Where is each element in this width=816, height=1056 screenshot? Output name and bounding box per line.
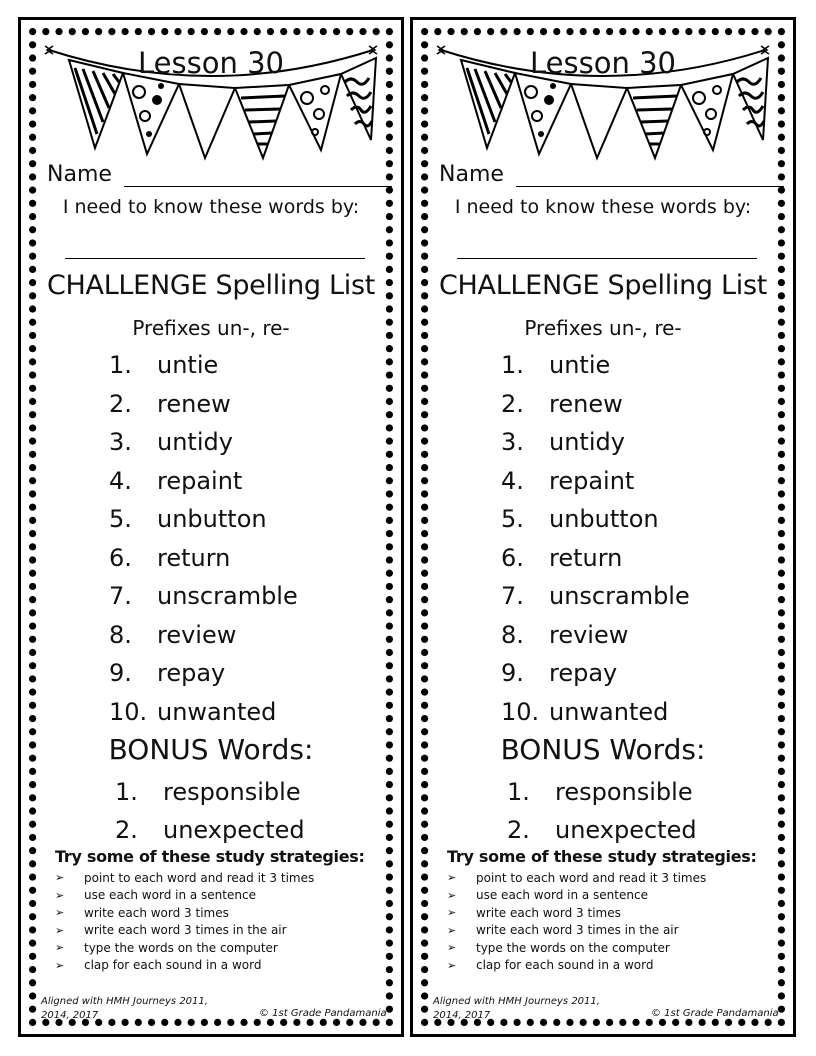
copyright-note: © 1st Grade Pandamania xyxy=(651,1008,779,1019)
arrow-bullet-icon: ➢ xyxy=(55,906,65,920)
word-text: repay xyxy=(549,659,618,688)
bonus-word-number: 2. xyxy=(507,816,530,844)
study-strategies-title: Try some of these study strategies: xyxy=(55,847,365,866)
spelling-word-item xyxy=(109,346,298,385)
word-number: 7. xyxy=(109,582,132,611)
word-text: review xyxy=(549,620,629,649)
name-write-line[interactable] xyxy=(124,162,392,187)
bonus-words-title: BONUS Words: xyxy=(500,733,706,766)
word-number: 5. xyxy=(501,505,524,534)
word-number: 6. xyxy=(501,543,524,572)
word-number: 4. xyxy=(109,466,132,495)
list-subtitle: Prefixes un-, re- xyxy=(132,316,290,340)
word-number: 4. xyxy=(501,466,524,495)
word-text: repaint xyxy=(549,466,635,495)
bonus-word-text: responsible xyxy=(555,778,693,806)
bonus-word-text: unexpected xyxy=(555,816,697,844)
arrow-bullet-icon: ➢ xyxy=(55,871,65,885)
spelling-word-item xyxy=(501,616,690,655)
strategy-text: point to each word and read it 3 times xyxy=(84,870,315,885)
name-field[interactable] xyxy=(439,162,784,187)
word-number: 8. xyxy=(109,620,132,649)
bonus-words-title: BONUS Words: xyxy=(108,733,314,766)
strategy-item xyxy=(447,869,706,887)
word-text: unscramble xyxy=(549,582,690,611)
word-text: untidy xyxy=(549,428,625,457)
spelling-word-item xyxy=(501,423,690,462)
spelling-word-item xyxy=(109,577,298,616)
word-number: 1. xyxy=(501,351,524,380)
strategy-text: type the words on the computer xyxy=(476,940,670,955)
word-number: 2. xyxy=(109,389,132,418)
bonus-word-text: unexpected xyxy=(163,816,305,844)
spelling-word-item xyxy=(501,577,690,616)
spelling-word-item xyxy=(501,693,690,732)
strategy-text: point to each word and read it 3 times xyxy=(476,870,707,885)
bonus-word-text: responsible xyxy=(163,778,301,806)
bonus-word-number: 1. xyxy=(507,778,530,806)
word-text: unscramble xyxy=(157,582,298,611)
strategy-item xyxy=(447,887,706,905)
due-date-write-line[interactable] xyxy=(65,258,365,259)
arrow-bullet-icon: ➢ xyxy=(55,888,65,902)
name-field[interactable] xyxy=(47,162,392,187)
spelling-word-list xyxy=(501,346,690,731)
arrow-bullet-icon: ➢ xyxy=(447,958,457,972)
spelling-word-item xyxy=(501,462,690,501)
strategy-text: clap for each sound in a word xyxy=(84,958,262,973)
strategy-text: write each word 3 times in the air xyxy=(84,923,287,938)
spelling-word-item xyxy=(109,462,298,501)
word-text: unbutton xyxy=(157,505,267,534)
arrow-bullet-icon: ➢ xyxy=(447,941,457,955)
word-text: untie xyxy=(549,351,611,380)
alignment-note: Aligned with HMH Journeys 2011, 2014, 2017 xyxy=(41,996,208,1021)
strategy-item xyxy=(447,939,706,957)
bonus-word-item xyxy=(115,773,305,811)
word-text: untie xyxy=(157,351,219,380)
bonus-word-list xyxy=(115,773,305,849)
spelling-word-item xyxy=(109,539,298,578)
strategy-item xyxy=(55,922,314,940)
copyright-note: © 1st Grade Pandamania xyxy=(259,1008,387,1019)
due-date-instruction: I need to know these words by: xyxy=(62,196,360,218)
spelling-word-item xyxy=(109,385,298,424)
word-number: 1. xyxy=(109,351,132,380)
alignment-note: Aligned with HMH Journeys 2011, 2014, 2017 xyxy=(433,996,600,1021)
strategy-item xyxy=(55,904,314,922)
word-text: unbutton xyxy=(549,505,659,534)
lesson-title: Lesson 30 xyxy=(138,46,284,80)
name-write-line[interactable] xyxy=(516,162,784,187)
strategy-item xyxy=(447,957,706,975)
word-text: renew xyxy=(549,389,623,418)
strategy-item xyxy=(447,904,706,922)
study-strategies-title: Try some of these study strategies: xyxy=(447,847,757,866)
spelling-word-item xyxy=(501,385,690,424)
word-text: review xyxy=(157,620,237,649)
word-text: unwanted xyxy=(549,697,669,726)
spelling-word-item xyxy=(501,539,690,578)
spelling-word-item xyxy=(109,654,298,693)
bonus-word-number: 2. xyxy=(115,816,138,844)
name-label: Name xyxy=(439,162,504,187)
strategy-text: clap for each sound in a word xyxy=(476,958,654,973)
strategy-text: use each word in a sentence xyxy=(84,888,256,903)
strategy-item xyxy=(55,869,314,887)
strategy-text: write each word 3 times in the air xyxy=(476,923,679,938)
word-number: 10. xyxy=(109,697,148,726)
arrow-bullet-icon: ➢ xyxy=(447,888,457,902)
word-text: renew xyxy=(157,389,231,418)
spelling-word-item xyxy=(109,423,298,462)
bookmark-card-right xyxy=(410,17,796,1037)
list-subtitle: Prefixes un-, re- xyxy=(524,316,682,340)
bonus-word-item xyxy=(507,811,697,849)
due-date-instruction: I need to know these words by: xyxy=(454,196,752,218)
name-label: Name xyxy=(47,162,112,187)
arrow-bullet-icon: ➢ xyxy=(55,923,65,937)
study-strategies-list xyxy=(55,869,314,974)
strategy-item xyxy=(447,922,706,940)
spelling-word-item xyxy=(109,693,298,732)
word-number: 6. xyxy=(109,543,132,572)
word-number: 3. xyxy=(109,428,132,457)
word-number: 10. xyxy=(501,697,540,726)
bookmark-card-left xyxy=(18,17,404,1037)
word-text: unwanted xyxy=(157,697,277,726)
word-number: 7. xyxy=(501,582,524,611)
bonus-word-number: 1. xyxy=(115,778,138,806)
bonus-word-list xyxy=(507,773,697,849)
due-date-write-line[interactable] xyxy=(457,258,757,259)
strategy-text: write each word 3 times xyxy=(476,905,621,920)
word-number: 5. xyxy=(109,505,132,534)
bonus-word-item xyxy=(507,773,697,811)
word-number: 9. xyxy=(501,659,524,688)
word-text: repaint xyxy=(157,466,243,495)
word-number: 8. xyxy=(501,620,524,649)
spelling-list-title: CHALLENGE Spelling List xyxy=(438,270,768,301)
arrow-bullet-icon: ➢ xyxy=(55,958,65,972)
arrow-bullet-icon: ➢ xyxy=(447,871,457,885)
arrow-bullet-icon: ➢ xyxy=(447,923,457,937)
spelling-word-item xyxy=(501,654,690,693)
lesson-title: Lesson 30 xyxy=(530,46,676,80)
strategy-text: type the words on the computer xyxy=(84,940,278,955)
strategy-text: write each word 3 times xyxy=(84,905,229,920)
strategy-item xyxy=(55,939,314,957)
strategy-text: use each word in a sentence xyxy=(476,888,648,903)
spelling-list-title: CHALLENGE Spelling List xyxy=(46,270,376,301)
word-text: repay xyxy=(157,659,226,688)
bonus-word-item xyxy=(115,811,305,849)
spelling-word-item xyxy=(109,500,298,539)
word-number: 9. xyxy=(109,659,132,688)
word-text: untidy xyxy=(157,428,233,457)
arrow-bullet-icon: ➢ xyxy=(55,941,65,955)
strategy-item xyxy=(55,887,314,905)
strategy-item xyxy=(55,957,314,975)
spelling-word-item xyxy=(109,616,298,655)
word-text: return xyxy=(549,543,623,572)
word-text: return xyxy=(157,543,231,572)
word-number: 3. xyxy=(501,428,524,457)
spelling-word-item xyxy=(501,346,690,385)
word-number: 2. xyxy=(501,389,524,418)
study-strategies-list xyxy=(447,869,706,974)
spelling-word-item xyxy=(501,500,690,539)
spelling-word-list xyxy=(109,346,298,731)
arrow-bullet-icon: ➢ xyxy=(447,906,457,920)
